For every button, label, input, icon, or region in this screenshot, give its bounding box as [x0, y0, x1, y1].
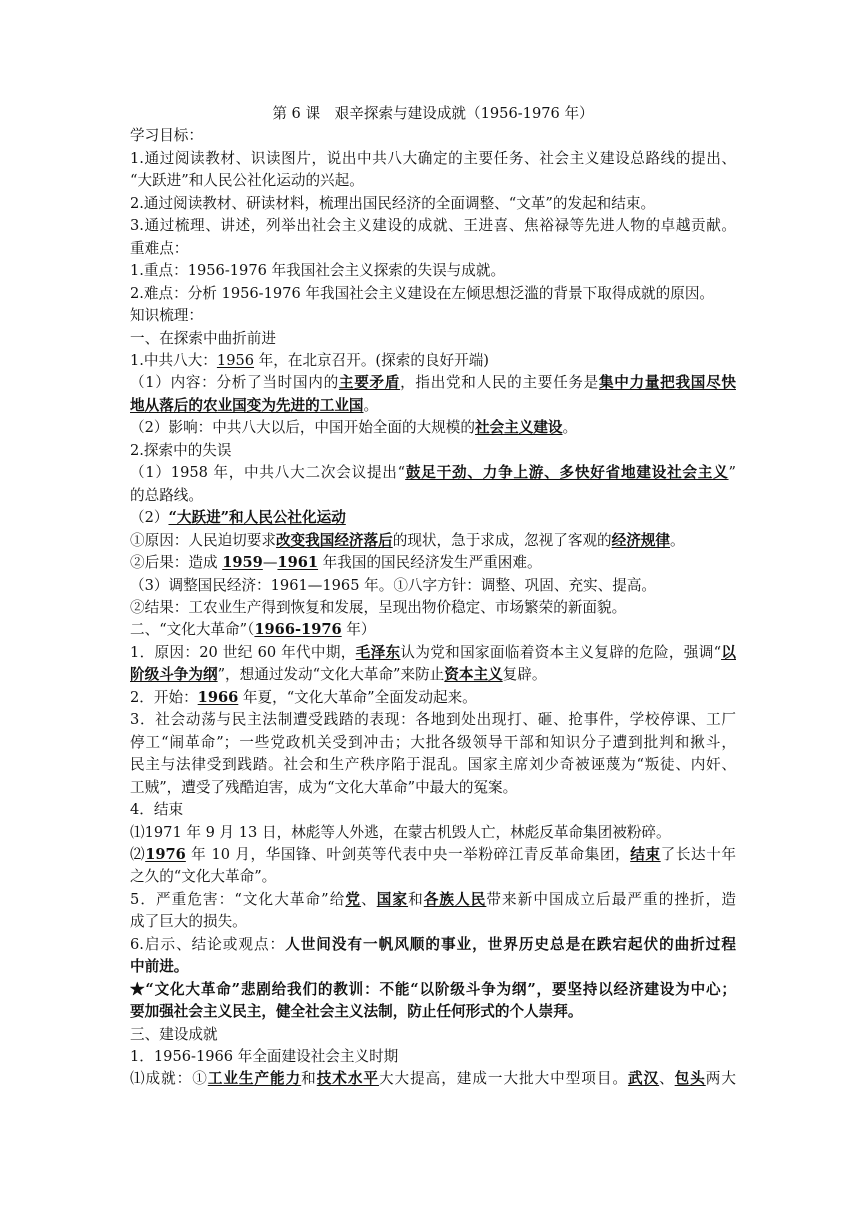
item-8th-congress	[130, 350, 736, 372]
item-cr-lesson	[130, 934, 736, 956]
answer-blank: 鼓足干劲、力争上游、多快好省地建设社会主义	[405, 464, 729, 482]
answer-blank: 1966-1976	[254, 621, 342, 639]
answer-blank: “大跃进”和人民公社化运动	[168, 509, 346, 527]
keypoint-2: 2.难点：分析 1956-1976 年我国社会主义建设在左倾思想泛滥的背景下取得成就的原因。	[130, 284, 715, 302]
answer-blank: 以	[721, 643, 736, 661]
answer-blank: 国家	[376, 890, 409, 908]
text-run: （2）影响：中共八大以后，中国开始全面的大规模的	[130, 419, 475, 437]
text-run: 年 10 月，华国锋、叶剑英等代表中央一举粉碎江青反革命集团，	[185, 845, 631, 863]
item-cr-lesson-cont: 中前进。	[130, 958, 189, 976]
item-congress-impact	[130, 417, 736, 439]
item-congress-content-cont	[130, 395, 736, 417]
item-leap-result	[130, 552, 736, 574]
answer-blank: 1966	[197, 688, 239, 706]
answer-blank: 1959	[222, 554, 263, 572]
objective-2: 2.通过阅读教材、研读材料，梳理出国民经济的全面调整、“文革”的发起和结束。	[130, 194, 656, 212]
item-cr-harm	[130, 889, 736, 911]
item-construction-period: 1．1956-1966 年全面建设社会主义时期	[130, 1048, 399, 1066]
item-general-line	[130, 462, 736, 484]
answer-blank: 地从落后的农业国变为先进的工业国	[130, 396, 364, 414]
text-run: 大大提高，建成一大批大中型项目。	[378, 1070, 628, 1088]
answer-blank: 毛泽东	[355, 643, 401, 661]
answer-blank: 武汉	[627, 1070, 660, 1088]
item-mistakes-heading: 2.探索中的失误	[130, 441, 232, 459]
item-great-leap	[130, 507, 736, 529]
text-run: 。	[562, 419, 578, 437]
part-3-heading: 三、建设成就	[130, 1025, 218, 1043]
text-run: 。	[670, 531, 685, 549]
text-run: ”	[728, 464, 736, 482]
answer-blank: 社会主义建设	[474, 419, 563, 437]
bold-text: 人世间没有一帆风顺的事业，世界历史总是在跌宕起伏的曲折过程	[285, 935, 736, 953]
text-run: （2）	[130, 509, 169, 527]
text-run: 年）	[341, 621, 376, 639]
section-heading-knowledge: 知识梳理：	[130, 307, 203, 325]
item-leap-cause	[130, 530, 736, 552]
keypoint-1: 1.重点：1956-1976 年我国社会主义探索的失误与成就。	[130, 262, 506, 280]
item-cr-turmoil-cont-1: 停工“闹革命”；一些党政机关受到冲击；大批各级领导干部和知识分子遭到批判和揪斗，	[130, 733, 736, 751]
item-adjustment: （3）调整国民经济：1961—1965 年。①八字方针：调整、巩固、充实、提高。	[130, 576, 657, 594]
part-1-heading: 一、在探索中曲折前进	[130, 329, 276, 347]
answer-blank: 1961	[277, 554, 319, 572]
text-run: ”，想通过发动“文化大革命”来防止	[217, 666, 445, 684]
answer-blank: 1956	[216, 351, 255, 369]
text-run: 2．开始：	[130, 688, 198, 706]
objective-3: 3.通过梳理、讲述，列举出社会主义建设的成就、王进喜、焦裕禄等先进人物的卓越贡献。	[130, 217, 736, 235]
item-cr-end-2	[130, 844, 736, 866]
answer-blank: 阶级斗争为纲	[130, 666, 218, 684]
text-run: 和	[408, 890, 424, 908]
text-run: 年，在北京召开。(探索的良好开端)	[254, 351, 489, 369]
objective-1-cont: “大跃进”和人民公社化运动的兴起。	[130, 172, 364, 190]
text-run: 、	[659, 1070, 675, 1088]
item-cr-cause	[130, 642, 736, 664]
item-cr-end-1: ⑴1971 年 9 月 13 日，林彪等人外逃，在蒙古机毁人亡，林彪反革命集团被粉碎。	[130, 823, 671, 841]
text-run: 了长达十年	[660, 845, 736, 863]
objective-1: 1.通过阅读教材、识读图片，说出中共八大确定的主要任务、社会主义建设总路线的提出、	[130, 149, 736, 167]
item-cr-turmoil-cont-2: 民主与法律受到践踏。社会和生产秩序陷于混乱。国家主席刘少奇被诬蔑为“叛徒、内奸、	[130, 756, 736, 774]
text-run: 5．严重危害：“文化大革命”给	[130, 890, 346, 908]
answer-blank: 技术水平	[316, 1070, 379, 1088]
text-run: ⑵	[130, 845, 146, 863]
text-run: 的现状，急于求成，忽视了客观的	[392, 531, 612, 549]
item-cr-turmoil: 3．社会动荡与民主法制遭受践踏的表现：各地到处出现打、砸、抢事件，学校停课、工厂	[130, 711, 736, 729]
text-run: ①原因：人民迫切要求	[130, 531, 276, 549]
document-page	[130, 103, 736, 1091]
item-general-line-cont: 的总路线。	[130, 486, 203, 504]
item-construction-achievements	[130, 1068, 736, 1090]
answer-blank: 各族人民	[423, 890, 487, 908]
answer-blank: 结束	[630, 845, 661, 863]
text-run: ，指出党和人民的主要任务是	[400, 374, 599, 392]
text-run: 年夏，“文化大革命”全面发动起来。	[238, 688, 477, 706]
item-cr-teaching-cont: 要加强社会主义民主，健全社会主义法制，防止任何形式的个人崇拜。	[130, 1003, 583, 1021]
item-congress-content	[130, 372, 736, 394]
text-run: 认为党和国家面临着资本主义复辟的危险，强调“	[400, 643, 722, 661]
item-cr-end-heading: 4．结束	[130, 801, 184, 819]
answer-blank: 资本主义	[444, 666, 503, 684]
text-run: 年我国的国民经济发生严重困难。	[318, 554, 542, 572]
item-cr-turmoil-cont-3: 工贼”，遭受了残酷迫害，成为“文化大革命”中最大的冤案。	[130, 778, 518, 796]
text-run: 带来新中国成立后最严重的挫折，造	[486, 890, 736, 908]
text-run: 二、“文化大革命”（	[130, 621, 255, 639]
text-run: 和	[301, 1070, 317, 1088]
text-run: 6.启示、结论或观点：	[130, 935, 286, 953]
text-run: ②后果：造成	[130, 554, 223, 572]
item-cr-start	[130, 687, 736, 709]
text-run: 。	[363, 396, 379, 414]
text-run: ⑴成就：①	[130, 1070, 208, 1088]
answer-blank: 包头	[674, 1070, 706, 1088]
text-run: （1）1958 年，中共八大二次会议提出“	[130, 464, 406, 482]
text-run: 1.中共八大：	[130, 351, 217, 369]
item-adjustment-result: ②结果：工农业生产得到恢复和发展，呈现出物价稳定、市场繁荣的新面貌。	[130, 598, 627, 616]
lesson-title: 第 6 课 艰辛探索与建设成就（1956-1976 年）	[272, 105, 594, 122]
part-2-heading	[130, 619, 736, 641]
section-heading-keypoints: 重难点：	[130, 239, 189, 257]
text-run: （1）内容：分析了当时国内的	[130, 374, 339, 392]
text-run: 复辟。	[502, 666, 547, 684]
answer-blank: 经济规律	[611, 531, 671, 549]
item-cr-teaching: ★“文化大革命”悲剧给我们的教训：不能“以阶级斗争为纲”，要坚持以经济建设为中心；	[130, 980, 736, 998]
text-run: —	[262, 554, 278, 572]
item-cr-end-2-cont: 之久的“文化大革命”。	[130, 868, 277, 886]
answer-blank: 主要矛盾	[338, 374, 401, 392]
answer-blank: 党	[345, 890, 362, 908]
section-heading-objectives: 学习目标：	[130, 127, 203, 145]
answer-blank: 改变我国经济落后	[275, 531, 393, 549]
text-run: 两大	[705, 1070, 736, 1088]
answer-blank: 工业生产能力	[207, 1070, 302, 1088]
item-cr-cause-cont	[130, 664, 736, 686]
answer-blank: 1976	[145, 845, 186, 863]
answer-blank: 集中力量把我国尽快	[598, 374, 736, 392]
text-run: 1．原因：20 世纪 60 年代中期，	[130, 643, 356, 661]
item-cr-harm-cont: 成了巨大的损失。	[130, 913, 247, 931]
text-run: 、	[361, 890, 377, 908]
